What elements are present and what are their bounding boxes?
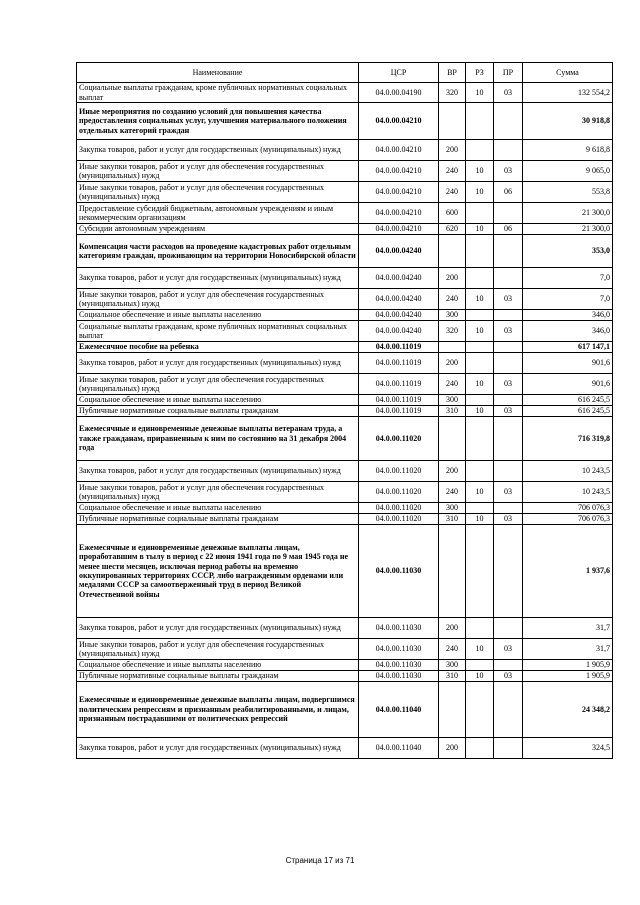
cell-sum: 9 065,0 (523, 161, 613, 182)
cell-vr: 300 (439, 660, 466, 671)
cell-rz (466, 618, 494, 639)
cell-rz: 10 (466, 224, 494, 235)
cell-name: Публичные нормативные социальные выплаты гражданам (77, 406, 359, 417)
cell-name: Публичные нормативные социальные выплаты гражданам (77, 514, 359, 525)
cell-pr: 03 (494, 406, 523, 417)
cell-csr: 04.0.00.11020 (359, 417, 439, 461)
cell-vr: 300 (439, 395, 466, 406)
cell-rz: 10 (466, 671, 494, 682)
cell-name: Закупка товаров, работ и услуг для государственных (муниципальных) нужд (77, 618, 359, 639)
cell-sum: 7,0 (523, 268, 613, 289)
cell-rz (466, 235, 494, 268)
cell-name: Закупка товаров, работ и услуг для государственных (муниципальных) нужд (77, 461, 359, 482)
table-row (77, 289, 613, 310)
header-csr: ЦСР (359, 63, 439, 83)
table-row (77, 503, 613, 514)
header-name: Наименование (77, 63, 359, 83)
cell-name: Ежемесячные и единовременные денежные выплаты лицам, подвергшимся политическим репрессиям и признанным реабилитированными, и лицам, признанным пострадавшими от политических репрессий (77, 682, 359, 738)
cell-vr: 310 (439, 671, 466, 682)
cell-rz (466, 682, 494, 738)
cell-sum: 616 245,5 (523, 395, 613, 406)
cell-pr (494, 682, 523, 738)
cell-csr: 04.0.00.11019 (359, 395, 439, 406)
header-rz: РЗ (466, 63, 494, 83)
cell-csr: 04.0.00.11019 (359, 374, 439, 395)
cell-csr: 04.0.00.11020 (359, 503, 439, 514)
cell-name: Иные закупки товаров, работ и услуг для обеспечения государственных (муниципальных) нужд (77, 374, 359, 395)
cell-name: Иные закупки товаров, работ и услуг для обеспечения государственных (муниципальных) нужд (77, 182, 359, 203)
cell-name: Закупка товаров, работ и услуг для государственных (муниципальных) нужд (77, 140, 359, 161)
cell-name: Ежемесячные и единовременные денежные выплаты ветеранам труда, а также гражданам, приравненным к ним по состоянию на 31 декабря 2004 года (77, 417, 359, 461)
cell-vr: 320 (439, 321, 466, 342)
cell-csr: 04.0.00.04240 (359, 310, 439, 321)
cell-rz (466, 310, 494, 321)
cell-sum: 716 319,8 (523, 417, 613, 461)
table-row-section (77, 417, 613, 461)
cell-sum: 10 243,5 (523, 482, 613, 503)
cell-csr: 04.0.00.04210 (359, 224, 439, 235)
cell-sum: 706 076,3 (523, 503, 613, 514)
cell-name: Субсидии автономным учреждениям (77, 224, 359, 235)
cell-pr (494, 395, 523, 406)
cell-rz (466, 203, 494, 224)
cell-rz: 10 (466, 374, 494, 395)
cell-name: Публичные нормативные социальные выплаты гражданам (77, 671, 359, 682)
cell-vr: 300 (439, 503, 466, 514)
cell-pr (494, 525, 523, 618)
cell-rz: 10 (466, 182, 494, 203)
cell-sum: 30 918,8 (523, 103, 613, 140)
cell-pr: 06 (494, 182, 523, 203)
cell-pr: 03 (494, 514, 523, 525)
cell-rz (466, 525, 494, 618)
cell-rz (466, 103, 494, 140)
cell-vr: 200 (439, 140, 466, 161)
cell-csr: 04.0.00.11040 (359, 738, 439, 759)
cell-pr (494, 310, 523, 321)
cell-vr: 240 (439, 289, 466, 310)
cell-pr: 03 (494, 161, 523, 182)
cell-sum: 346,0 (523, 321, 613, 342)
cell-pr (494, 103, 523, 140)
cell-pr (494, 660, 523, 671)
cell-pr (494, 618, 523, 639)
cell-csr: 04.0.00.11020 (359, 514, 439, 525)
table-row (77, 321, 613, 342)
table-row-section (77, 525, 613, 618)
cell-name: Социальное обеспечение и иные выплаты населению (77, 310, 359, 321)
cell-pr (494, 461, 523, 482)
cell-vr: 240 (439, 374, 466, 395)
cell-name: Социальные выплаты гражданам, кроме публичных нормативных социальных выплат (77, 83, 359, 103)
cell-sum: 353,0 (523, 235, 613, 268)
cell-pr (494, 353, 523, 374)
cell-rz: 10 (466, 514, 494, 525)
table-row (77, 83, 613, 103)
cell-pr (494, 235, 523, 268)
cell-vr: 320 (439, 83, 466, 103)
cell-pr (494, 203, 523, 224)
cell-vr: 200 (439, 461, 466, 482)
cell-csr: 04.0.00.04240 (359, 235, 439, 268)
cell-name: Иные закупки товаров, работ и услуг для обеспечения государственных (муниципальных) нужд (77, 289, 359, 310)
cell-csr: 04.0.00.04210 (359, 203, 439, 224)
cell-rz (466, 268, 494, 289)
cell-csr: 04.0.00.04190 (359, 83, 439, 103)
cell-csr: 04.0.00.11040 (359, 682, 439, 738)
cell-csr: 04.0.00.11030 (359, 671, 439, 682)
table-row (77, 161, 613, 182)
cell-csr: 04.0.00.04240 (359, 268, 439, 289)
cell-csr: 04.0.00.11020 (359, 461, 439, 482)
cell-vr (439, 525, 466, 618)
cell-vr (439, 235, 466, 268)
cell-vr: 200 (439, 738, 466, 759)
cell-sum: 31,7 (523, 618, 613, 639)
table-row (77, 514, 613, 525)
cell-vr: 200 (439, 618, 466, 639)
table-row (77, 482, 613, 503)
cell-vr: 240 (439, 639, 466, 660)
cell-sum: 21 300,0 (523, 224, 613, 235)
cell-pr: 03 (494, 671, 523, 682)
cell-sum: 346,0 (523, 310, 613, 321)
cell-sum: 1 905,9 (523, 671, 613, 682)
table-row (77, 268, 613, 289)
cell-name: Предоставление субсидий бюджетным, автономным учреждениям и иным некоммерческим организациям (77, 203, 359, 224)
cell-pr: 03 (494, 321, 523, 342)
cell-name: Ежемесячные и единовременные денежные выплаты лицам, проработавшим в тылу в период с 22 июня 1941 года по 9 мая 1945 года не менее шести месяцев, исключая период работы на временно оккупированных территориях СССР, либо награжденным орденами или медалями СССР за самоотверженный труд в период Великой Отечественной войны (77, 525, 359, 618)
cell-sum: 706 076,3 (523, 514, 613, 525)
table-row-section (77, 235, 613, 268)
cell-sum: 1 937,6 (523, 525, 613, 618)
cell-rz: 10 (466, 639, 494, 660)
header-vr: ВР (439, 63, 466, 83)
cell-name: Социальное обеспечение и иные выплаты населению (77, 503, 359, 514)
cell-sum: 617 147,1 (523, 342, 613, 353)
table-header-row (77, 63, 613, 83)
table-row (77, 660, 613, 671)
cell-csr: 04.0.00.04210 (359, 161, 439, 182)
cell-name: Социальные выплаты гражданам, кроме публичных нормативных социальных выплат (77, 321, 359, 342)
cell-vr: 300 (439, 310, 466, 321)
cell-csr: 04.0.00.04210 (359, 182, 439, 203)
cell-name: Иные закупки товаров, работ и услуг для обеспечения государственных (муниципальных) нужд (77, 482, 359, 503)
cell-pr (494, 738, 523, 759)
cell-vr: 240 (439, 161, 466, 182)
cell-vr (439, 342, 466, 353)
cell-name: Ежемесячное пособие на ребенка (77, 342, 359, 353)
cell-csr: 04.0.00.11019 (359, 342, 439, 353)
table-row (77, 639, 613, 660)
cell-sum: 21 300,0 (523, 203, 613, 224)
cell-rz (466, 140, 494, 161)
cell-pr (494, 342, 523, 353)
table-row (77, 224, 613, 235)
table-row-section (77, 103, 613, 140)
cell-csr: 04.0.00.04210 (359, 103, 439, 140)
cell-csr: 04.0.00.11030 (359, 660, 439, 671)
cell-rz (466, 395, 494, 406)
cell-name: Социальное обеспечение и иные выплаты населению (77, 395, 359, 406)
cell-sum: 901,6 (523, 374, 613, 395)
table-row (77, 738, 613, 759)
table-row (77, 182, 613, 203)
cell-rz (466, 461, 494, 482)
cell-pr: 03 (494, 374, 523, 395)
cell-sum: 553,8 (523, 182, 613, 203)
cell-sum: 901,6 (523, 353, 613, 374)
cell-rz (466, 342, 494, 353)
cell-vr: 310 (439, 406, 466, 417)
table-row (77, 395, 613, 406)
table-row (77, 310, 613, 321)
table-row (77, 353, 613, 374)
cell-sum: 616 245,5 (523, 406, 613, 417)
cell-pr: 03 (494, 83, 523, 103)
cell-sum: 10 243,5 (523, 461, 613, 482)
cell-sum: 324,5 (523, 738, 613, 759)
cell-csr: 04.0.00.04240 (359, 289, 439, 310)
cell-pr (494, 503, 523, 514)
cell-csr: 04.0.00.04240 (359, 321, 439, 342)
cell-csr: 04.0.00.11019 (359, 406, 439, 417)
cell-pr (494, 268, 523, 289)
cell-csr: 04.0.00.04210 (359, 140, 439, 161)
cell-sum: 7,0 (523, 289, 613, 310)
cell-vr: 310 (439, 514, 466, 525)
cell-pr: 03 (494, 482, 523, 503)
cell-vr (439, 682, 466, 738)
cell-csr: 04.0.00.11030 (359, 618, 439, 639)
cell-vr: 240 (439, 482, 466, 503)
cell-csr: 04.0.00.11030 (359, 639, 439, 660)
page-footer: Страница 17 из 71 (285, 856, 355, 865)
cell-rz (466, 738, 494, 759)
cell-name: Иные мероприятия по созданию условий для повышения качества предоставления социальных услуг, улучшения материального положения отдельных категорий граждан (77, 103, 359, 140)
cell-vr: 200 (439, 268, 466, 289)
table-row (77, 140, 613, 161)
table-row-section (77, 682, 613, 738)
cell-rz: 10 (466, 482, 494, 503)
cell-vr: 620 (439, 224, 466, 235)
cell-rz: 10 (466, 406, 494, 417)
header-pr: ПР (494, 63, 523, 83)
cell-sum: 9 618,8 (523, 140, 613, 161)
cell-csr: 04.0.00.11019 (359, 353, 439, 374)
cell-vr (439, 103, 466, 140)
cell-sum: 31,7 (523, 639, 613, 660)
header-sum: Сумма (523, 63, 613, 83)
cell-rz: 10 (466, 161, 494, 182)
cell-name: Иные закупки товаров, работ и услуг для обеспечения государственных (муниципальных) нужд (77, 161, 359, 182)
cell-csr: 04.0.00.11020 (359, 482, 439, 503)
cell-vr: 600 (439, 203, 466, 224)
cell-vr (439, 417, 466, 461)
cell-rz: 10 (466, 83, 494, 103)
table-row (77, 461, 613, 482)
table-row-section (77, 342, 613, 353)
cell-name: Закупка товаров, работ и услуг для государственных (муниципальных) нужд (77, 353, 359, 374)
table-row (77, 203, 613, 224)
table-row (77, 618, 613, 639)
cell-sum: 132 554,2 (523, 83, 613, 103)
cell-name: Закупка товаров, работ и услуг для государственных (муниципальных) нужд (77, 268, 359, 289)
table-row (77, 406, 613, 417)
cell-vr: 200 (439, 353, 466, 374)
cell-rz (466, 660, 494, 671)
cell-rz (466, 503, 494, 514)
table-row (77, 671, 613, 682)
cell-sum: 24 348,2 (523, 682, 613, 738)
cell-name: Иные закупки товаров, работ и услуг для обеспечения государственных (муниципальных) нужд (77, 639, 359, 660)
cell-pr: 06 (494, 224, 523, 235)
cell-name: Закупка товаров, работ и услуг для государственных (муниципальных) нужд (77, 738, 359, 759)
cell-pr (494, 417, 523, 461)
cell-rz: 10 (466, 289, 494, 310)
cell-pr: 03 (494, 289, 523, 310)
cell-name: Компенсация части расходов на проведение кадастровых работ отдельным категориям граждан, проживающим на территории Новосибирской области (77, 235, 359, 268)
cell-rz (466, 417, 494, 461)
cell-pr (494, 140, 523, 161)
cell-pr: 03 (494, 639, 523, 660)
cell-sum: 1 905,9 (523, 660, 613, 671)
cell-name: Социальное обеспечение и иные выплаты населению (77, 660, 359, 671)
cell-vr: 240 (439, 182, 466, 203)
table-row (77, 374, 613, 395)
cell-csr: 04.0.00.11030 (359, 525, 439, 618)
cell-rz (466, 353, 494, 374)
cell-rz: 10 (466, 321, 494, 342)
budget-table (76, 62, 613, 759)
